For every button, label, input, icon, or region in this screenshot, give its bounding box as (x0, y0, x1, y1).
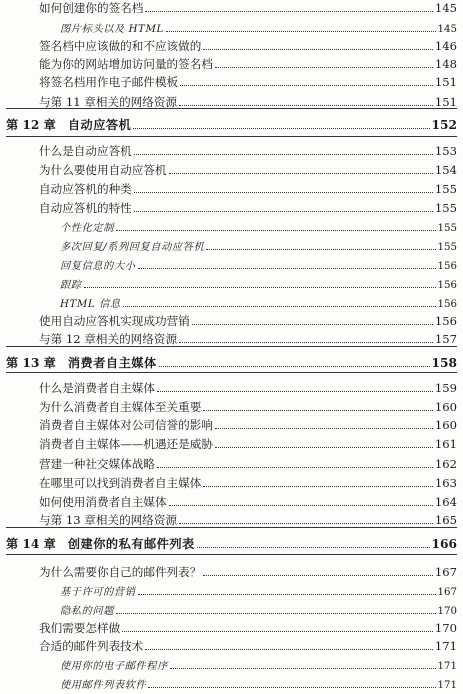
page-number: 162 (434, 457, 457, 471)
page-number: 156 (437, 299, 457, 310)
page-number: 170 (434, 621, 457, 635)
entry-title: 多次回复/系列回复自动应答机 (60, 242, 205, 253)
section-divider (6, 372, 457, 373)
toc-entry[interactable] (39, 475, 457, 491)
page-number: 163 (434, 476, 457, 490)
toc-entry[interactable] (39, 162, 457, 178)
toc-entry[interactable] (39, 399, 457, 415)
entry-title: 图片标头以及 HTML (60, 24, 164, 35)
dot-leader (157, 391, 433, 392)
page-number: 155 (437, 223, 457, 234)
toc-entry[interactable] (60, 257, 457, 272)
dot-leader (179, 342, 433, 343)
dot-leader (123, 306, 436, 307)
toc-entry[interactable] (60, 20, 457, 35)
page-number: 166 (431, 537, 457, 551)
dot-leader (138, 268, 436, 269)
chapter-number: 第 12 章 (6, 118, 56, 132)
toc-entry[interactable] (39, 181, 457, 197)
chapter-number: 第 13 章 (6, 356, 56, 370)
toc-entry[interactable] (39, 436, 457, 452)
toc-entry[interactable] (39, 620, 457, 636)
dot-leader (145, 11, 433, 12)
page-number: 161 (434, 437, 457, 451)
page-number: 167 (434, 565, 457, 579)
dot-leader (116, 613, 436, 614)
section-divider (6, 108, 457, 109)
page-number: 151 (434, 95, 457, 109)
entry-title: 个性化定制 (60, 223, 114, 234)
entry-title: 将签名档用作电子邮件模板 (39, 75, 179, 89)
dot-leader (122, 631, 433, 632)
entry-title: 消费者自主媒体——机遇还是威胁 (39, 437, 213, 451)
dot-leader (159, 366, 430, 367)
toc-entry[interactable] (39, 200, 457, 216)
toc-entry[interactable] (60, 238, 457, 253)
page-number: 151 (434, 75, 457, 89)
entry-title: 自动应答机的种类 (39, 182, 132, 196)
entry-title: 为什么需要你自己的邮件列表？ (39, 565, 202, 579)
toc-entry[interactable] (60, 276, 457, 291)
chapter-title: 自动应答机 (67, 118, 132, 132)
page-number: 160 (434, 400, 457, 414)
toc-entry[interactable] (39, 56, 457, 72)
toc-entry[interactable] (60, 657, 457, 672)
entry-title: 我们需要怎样做 (39, 621, 121, 635)
page-number: 164 (434, 495, 457, 509)
toc-entry[interactable] (39, 74, 457, 90)
dot-leader (170, 668, 436, 669)
toc-entry[interactable] (39, 143, 457, 159)
page-number: 146 (434, 39, 457, 53)
dot-leader (206, 249, 435, 250)
toc-entry[interactable] (39, 456, 457, 472)
dot-leader (203, 486, 433, 487)
chapter-title: 创建你的私有邮件列表 (67, 537, 195, 551)
page-number: 155 (437, 242, 457, 253)
section-divider (6, 527, 457, 528)
dot-leader (84, 287, 436, 288)
dot-leader (192, 324, 433, 325)
page-number: 171 (434, 639, 457, 653)
dot-leader (134, 211, 433, 212)
toc-entry[interactable] (39, 417, 457, 433)
entry-title: 为什么要使用自动应答机 (39, 163, 167, 177)
toc-entry[interactable] (39, 512, 457, 528)
page-number: 158 (431, 356, 457, 370)
toc-entry[interactable] (39, 380, 457, 396)
page-number: 155 (434, 201, 457, 215)
toc-entry[interactable] (39, 638, 457, 654)
dot-leader (203, 410, 433, 411)
toc-entry[interactable] (60, 219, 457, 234)
toc-entry[interactable] (60, 676, 457, 691)
section-divider (6, 136, 457, 137)
page-number: 152 (431, 118, 457, 132)
entry-title: 营建一种社交媒体战略 (39, 457, 155, 471)
dot-leader (180, 85, 433, 86)
toc-entry[interactable] (39, 564, 457, 580)
page-number: 167 (437, 587, 457, 598)
dot-leader (133, 128, 429, 129)
entry-title: 如何使用消费者自主媒体 (39, 495, 167, 509)
entry-title: 与第 13 章相关的网络资源 (39, 513, 178, 527)
toc-entry[interactable] (60, 602, 457, 617)
section-divider (6, 554, 457, 555)
chapter-number: 第 14 章 (6, 537, 56, 551)
dot-leader (197, 547, 430, 548)
page-number: 154 (434, 163, 457, 177)
page-number: 156 (437, 261, 457, 272)
page-number: 170 (437, 606, 457, 617)
page-number: 165 (434, 513, 457, 527)
toc-entry[interactable] (60, 295, 457, 310)
dot-leader (145, 649, 433, 650)
toc-entry[interactable] (39, 331, 457, 347)
page-number: 171 (437, 661, 457, 672)
chapter-heading[interactable] (6, 535, 457, 552)
entry-title: 与第 11 章相关的网络资源 (39, 95, 178, 109)
entry-title: 回复信息的大小 (60, 261, 136, 272)
dot-leader (179, 105, 433, 106)
page-number: 156 (434, 314, 457, 328)
entry-title: 使用邮件列表软件 (60, 680, 147, 691)
entry-title: 跟踪 (60, 280, 82, 291)
dot-leader (157, 467, 433, 468)
page-number: 156 (437, 280, 457, 291)
dot-leader (169, 505, 433, 506)
entry-title: 使用自动应答机实现成功营销 (39, 314, 190, 328)
chapter-title: 消费者自主媒体 (67, 356, 157, 370)
toc-entry[interactable] (39, 313, 457, 329)
dot-leader (215, 447, 433, 448)
dot-leader (169, 173, 433, 174)
chapter-heading[interactable] (6, 116, 457, 133)
section-divider (6, 346, 457, 347)
chapter-heading[interactable] (6, 354, 457, 371)
dot-leader (138, 594, 436, 595)
dot-leader (134, 154, 433, 155)
page-number: 159 (434, 381, 457, 395)
toc-entry[interactable] (60, 583, 457, 598)
page-number: 171 (437, 680, 457, 691)
dot-leader (203, 575, 433, 576)
dot-leader (215, 428, 433, 429)
entry-title: 自动应答机的特性 (39, 201, 132, 215)
entry-title: 什么是自动应答机 (39, 144, 132, 158)
entry-title: 隐私的问题 (60, 606, 114, 617)
dot-leader (215, 67, 433, 68)
toc-entry[interactable] (39, 494, 457, 510)
page-number: 157 (434, 332, 457, 346)
entry-title: 能为你的网站增加访问量的签名档 (39, 57, 213, 71)
page-number: 153 (434, 144, 457, 158)
toc-entry[interactable] (39, 38, 457, 54)
entry-title: HTML 信息 (60, 299, 121, 310)
dot-leader (203, 49, 433, 50)
dot-leader (166, 31, 436, 32)
entry-title: 什么是消费者自主媒体 (39, 381, 155, 395)
toc-entry[interactable] (39, 0, 457, 16)
page-number: 145 (434, 1, 457, 15)
page-number: 145 (437, 24, 457, 35)
entry-title: 为什么消费者自主媒体至关重要 (39, 400, 202, 414)
entry-title: 合适的邮件列表技术 (39, 639, 144, 653)
page-number: 148 (434, 57, 457, 71)
entry-title: 在哪里可以找到消费者自主媒体 (39, 476, 202, 490)
dot-leader (179, 523, 433, 524)
entry-title: 与第 12 章相关的网络资源 (39, 332, 178, 346)
dot-leader (134, 192, 433, 193)
entry-title: 如何创建你的签名档 (39, 1, 144, 15)
dot-leader (148, 687, 435, 688)
entry-title: 使用你的电子邮件程序 (60, 661, 168, 672)
entry-title: 签名档中应该做的和不应该做的 (39, 39, 202, 53)
entry-title: 基于许可的营销 (60, 587, 136, 598)
dot-leader (116, 230, 436, 231)
entry-title: 消费者自主媒体对公司信誉的影响 (39, 418, 213, 432)
page-number: 160 (434, 418, 457, 432)
page-number: 155 (434, 182, 457, 196)
